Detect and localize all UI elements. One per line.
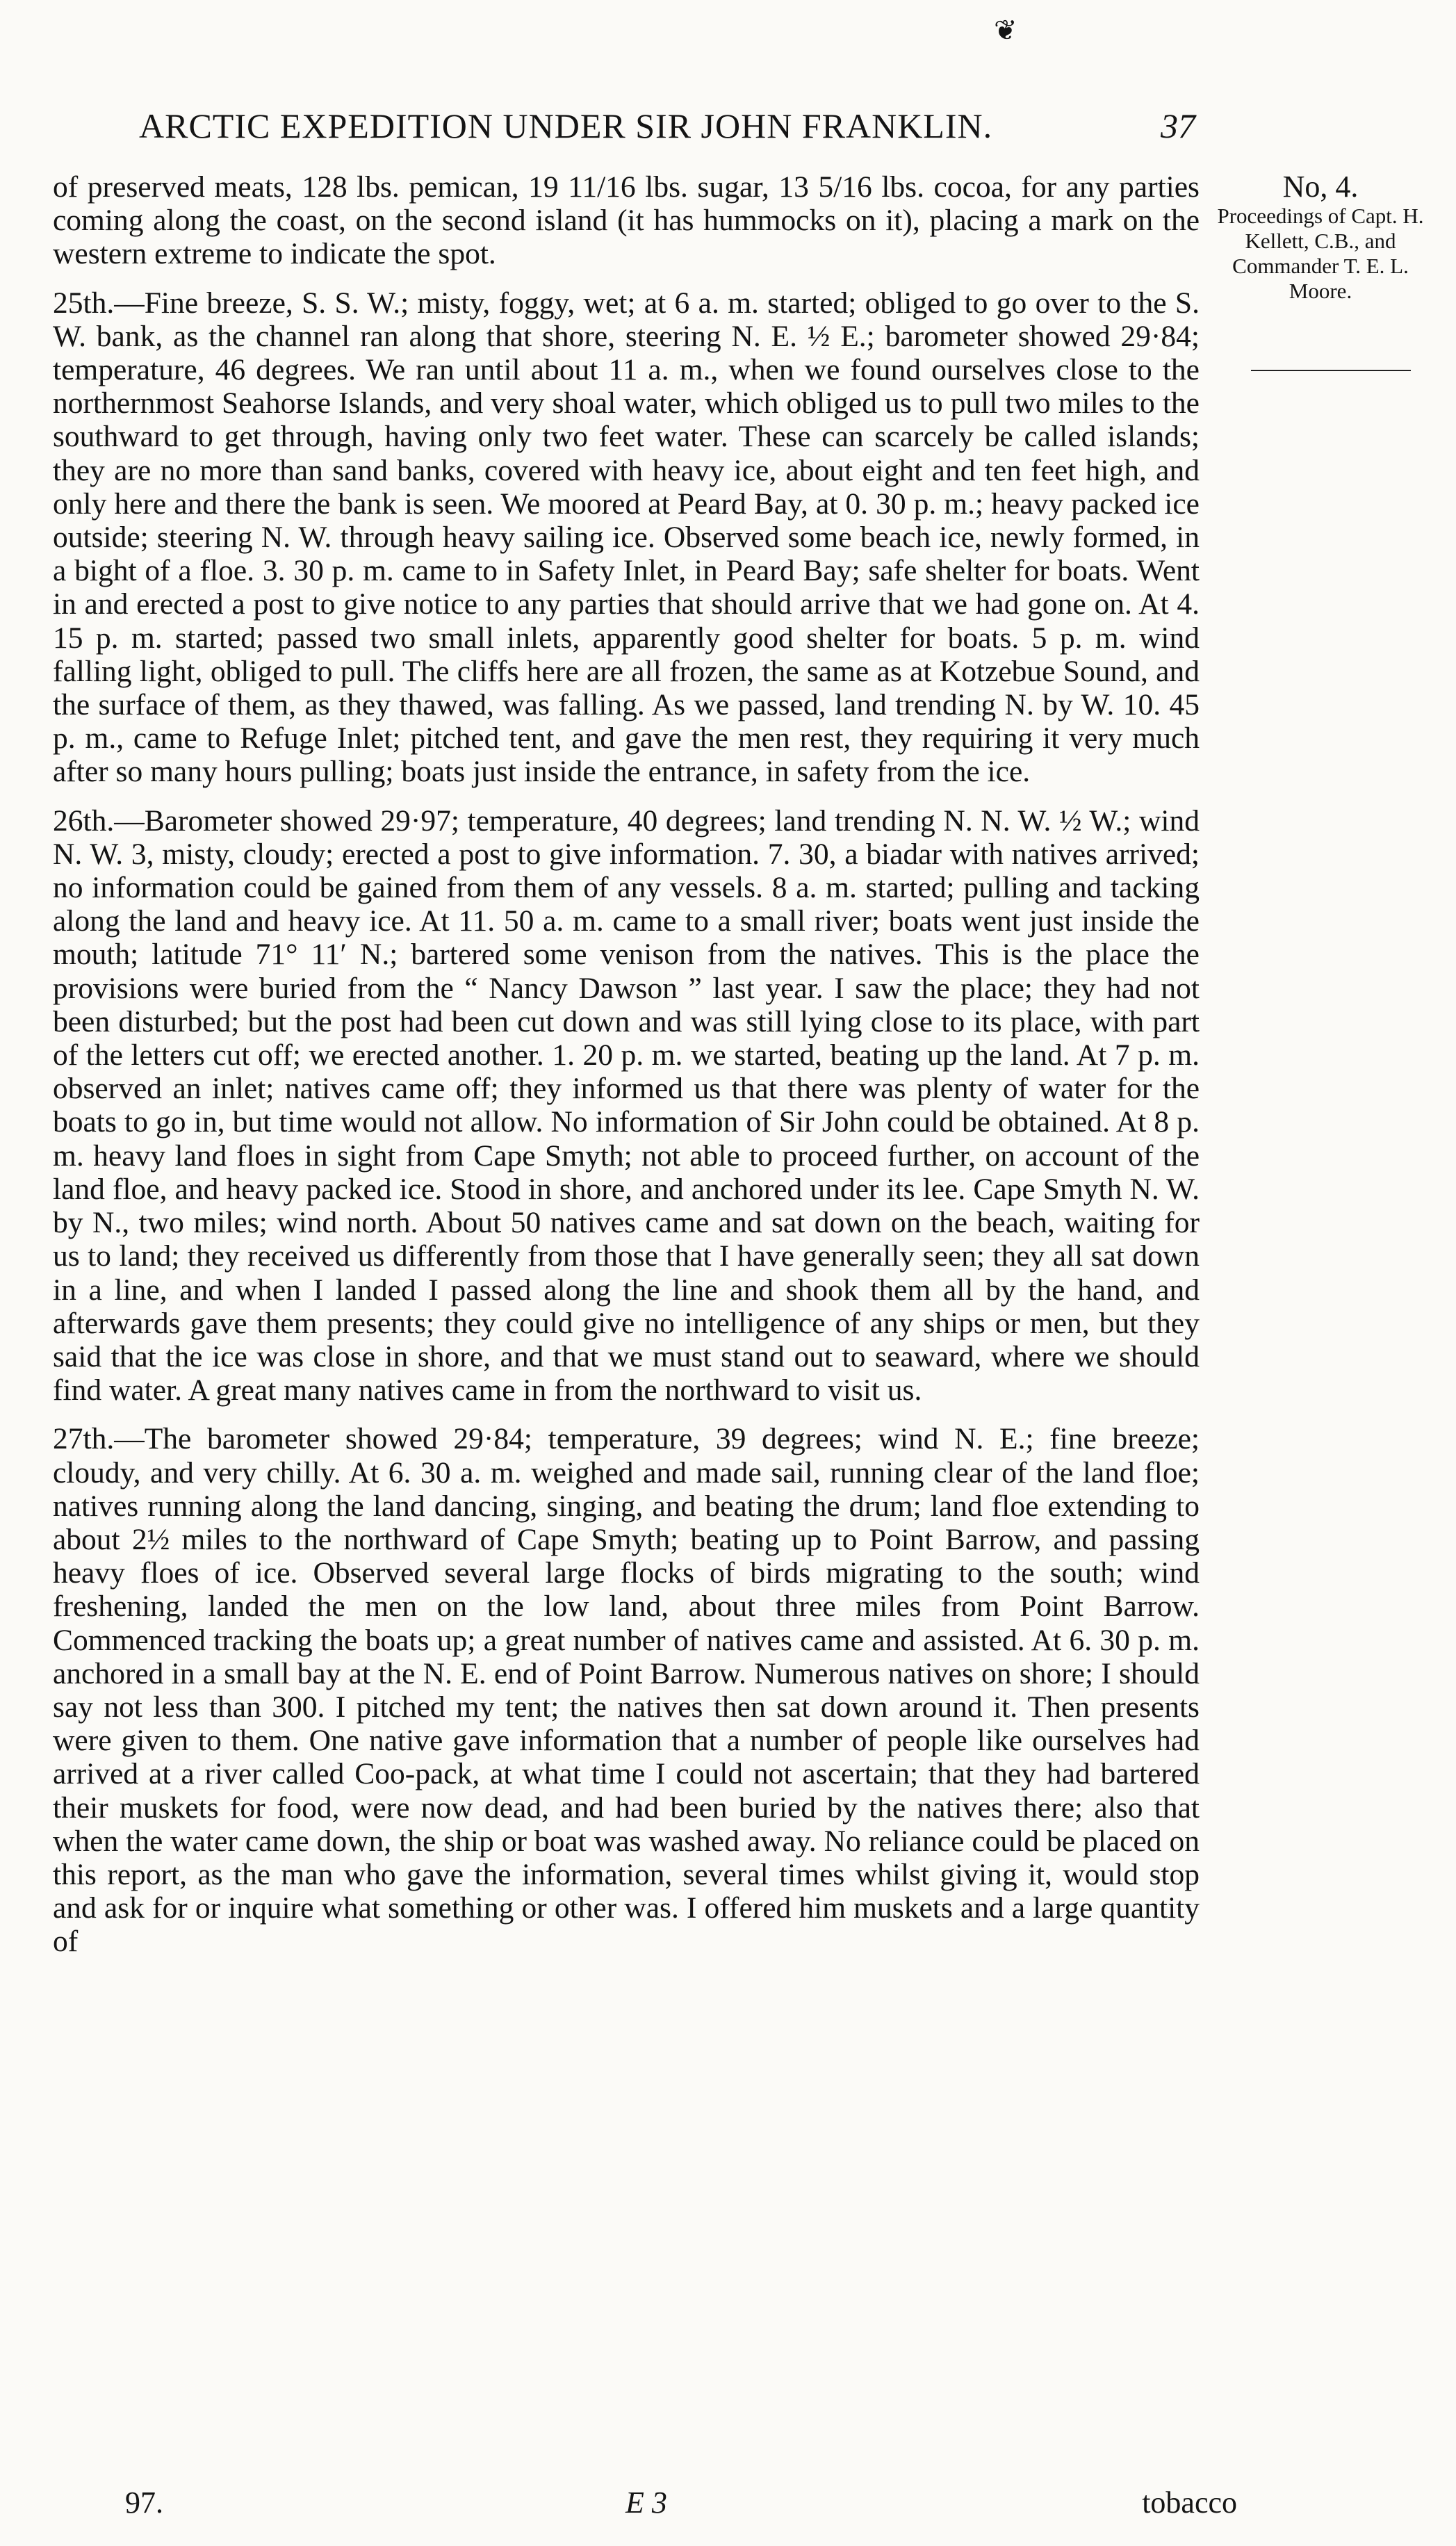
body-text bbox=[53, 170, 1200, 1974]
page-footer bbox=[125, 2485, 1237, 2527]
margin-rule bbox=[1251, 370, 1411, 371]
catchword: tobacco bbox=[1142, 2486, 1237, 2520]
paragraph-25th: 25th.—Fine breeze, S. S. W.; misty, foggy, wet; at 6 a. m. started; obliged to go over to the S. W. bank, as the channel ran along that shore, steering N. E. ½ E.; barometer showed 29·84; temperature, 46 degrees. We ran until about 11 a. m., when we found ourselves close to the northernmost Seahorse Islands, and very shoal water, which obliged us to pull two miles to the southward to get through, having only two feet water. These can scarcely be called islands; they are no more than sand banks, covered with heavy ice, about eight and ten feet high, and only here and there the bank is seen. We moored at Peard Bay, at 0. 30 p. m.; heavy packed ice outside; steering N. W. through heavy sailing ice. Observed some beach ice, newly formed, in a bight of a floe. 3. 30 p. m. came to in Safety Inlet, in Peard Bay; safe shelter for boats. Went in and erected a post to give notice to any parties that should arrive that we had gone on. At 4. 15 p. m. started; passed two small inlets, apparently good shelter for boats. 5 p. m. wind falling light, obliged to pull. The cliffs here are all frozen, the same as at Kotzebue Sound, and the surface of them, as they thawed, was falling. As we passed, land trending N. by W. 10. 45 p. m., came to Refuge Inlet; pitched tent, and gave the men rest, they requiring it very much after so many hours pulling; boats just inside the entrance, in safety from the ice. bbox=[53, 286, 1200, 789]
sheet-mark: E 3 bbox=[625, 2486, 667, 2520]
paragraph-continuation: of preserved meats, 128 lbs. pemican, 19 11/16 lbs. sugar, 13 5/16 lbs. cocoa, for any parties coming along the coast, on the second island (it has hummocks on it), placing a mark on the western extreme to indicate the spot. bbox=[53, 170, 1200, 271]
paragraph-27th: 27th.—The barometer showed 29·84; temperature, 39 degrees; wind N. E.; fine breeze; cloudy, and very chilly. At 6. 30 a. m. weighed and made sail, running clear of the land floe; natives running along the land dancing, singing, and beating the drum; land floe extending to about 2½ miles to the northward of Cape Smyth; beating up to Point Barrow, and passing heavy floes of ice. Observed several large flocks of birds migrating to the south; wind freshening, landed the men on the low land, about three miles from Point Barrow. Commenced tracking the boats up; a great number of natives came and assisted. At 6. 30 p. m. anchored in a small bay at the N. E. end of Point Barrow. Numerous natives on shore; I should say not less than 300. I pitched my tent; the natives then sat down around it. Then presents were given to them. One native gave information that a number of people like ourselves had arrived at a river called Coo-pack, at what time I could not ascertain; that they had bartered their muskets for food, were now dead, and had been buried by the natives there; also that when the water came down, the ship or boat was washed away. No reliance could be placed on this report, as the man who gave the information, several times whilst giving it, would stop and ask for or inquire what something or other was. I offered him muskets and a large quantity of bbox=[53, 1422, 1200, 1959]
top-ornament: ❦ bbox=[994, 15, 1017, 46]
page-header bbox=[139, 106, 1195, 154]
margin-note bbox=[1209, 170, 1432, 304]
signature-mark: 97. bbox=[125, 2486, 163, 2520]
paragraph-26th: 26th.—Barometer showed 29·97; temperature, 40 degrees; land trending N. N. W. ½ W.; wind N. W. 3, misty, cloudy; erected a post to give information. 7. 30, a biadar with natives arrived; no information could be gained from them of any vessels. 8 a. m. started; pulling and tacking along the land and heavy ice. At 11. 50 a. m. came to a small river; boats went just inside the mouth; latitude 71° 11′ N.; bartered some venison from the natives. This is the place the provisions were buried from the “ Nancy Dawson ” last year. I saw the place; they had not been disturbed; but the post had been cut down and was still lying close to its place, with part of the letters cut off; we erected another. 1. 20 p. m. we started, beating up the land. At 7 p. m. observed an inlet; natives came off; they informed us that there was plenty of water for the boats to go in, but time would not allow. No information of Sir John could be obtained. At 8 p. m. heavy land floes in sight from Cape Smyth; not able to proceed further, on account of the land floe, and heavy packed ice. Stood in shore, and anchored under its lee. Cape Smyth N. W. by N., two miles; wind north. About 50 natives came and sat down on the beach, waiting for us to land; they received us differently from those that I have generally seen; they all sat down in a line, and when I landed I passed along the line and shook them all by the hand, and afterwards gave them presents; they could give no intelligence of any ships or men, but they said that the ice was close in shore, and that we must stand out to seaward, where we should find water. A great many natives came in from the northward to visit us. bbox=[53, 803, 1200, 1407]
running-title: ARCTIC EXPEDITION UNDER SIR JOHN FRANKLIN. bbox=[139, 106, 993, 145]
margin-note-text: Proceedings of Capt. H. Kellett, C.B., and Commander T. E. L. Moore. bbox=[1217, 204, 1424, 303]
page-number: 37 bbox=[1161, 106, 1195, 145]
margin-note-number: No, 4. bbox=[1282, 170, 1359, 204]
